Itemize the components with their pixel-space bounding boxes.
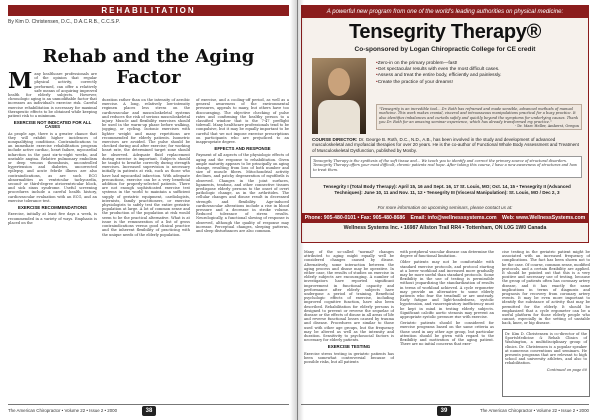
paragraph: any healthcare professionals are of the opinion that regular physical activity, correctly performed, can offer a relatively safe means of acquiring improved health for elderly subjects. However, chronologic aging is an unmodifiable factor that increases an individual's exercise risk. Careful exercise rehabilitation is necessary for maximal therapeutic effects to be obtained while keeping patient risk to a minimum. bbox=[8, 72, 97, 119]
page-number: 38 bbox=[142, 406, 156, 416]
photo-shirt bbox=[318, 100, 360, 134]
ad-info-line: For more information on upcoming seminars, please contact us at: bbox=[377, 205, 513, 210]
byline: By Kim D. Christensen, D.C., D.A.C.R.B., C.C.S.P. bbox=[8, 19, 120, 25]
photo-face bbox=[328, 68, 350, 96]
article-column-4 bbox=[304, 250, 394, 398]
paragraph: Exercise stress testing in geriatric patients has been somewhat controversial because of possible risks, but all patients bbox=[304, 351, 394, 365]
article-column-6 bbox=[502, 250, 590, 326]
paragraph: of exercise, and a cooling-off period, as well as a general awareness of the environmental pressures, appeals to many, but others have too discouraging. The objective checking of pulse rates and confirming the healthy person to a classified window that is the 7-47 preflight tidewall. Many healthcare professionals tend to be compulsive, but it may be equally important to be careful that we not impose exercise prescriptions on participants who are prejudiced to an inappropriate degree. bbox=[196, 98, 289, 145]
ad-title: Tensegrity Therapy® bbox=[348, 21, 542, 43]
article-column-1 bbox=[8, 72, 97, 402]
paragraph: Geriatric patients should be considered for exercise programs based on the same criteria as those used in any other age group, but particular attention should be given with regard to the flexibility and motivation of the aging patient. There are no initial concerns that exer- bbox=[400, 321, 494, 347]
contact-band bbox=[302, 213, 588, 223]
article-column-2 bbox=[102, 98, 190, 402]
advertisement bbox=[301, 5, 589, 243]
author-bio: Dr. Kim D. Christensen is co-director of the SportsMedicine & Rehab Clinics of Washington, a multidisciplinary group of clinics. Dr. Christensen is a popular speaker at numerous conventions and seminars. He presents programs that are relevant to high school and university athletes, and also to rehabilitation. bbox=[505, 332, 587, 366]
phone-fax: Phone: 905-480-0101 • Fax: 905-480-8686 bbox=[304, 215, 406, 221]
course-director-label: COURSE DIRECTOR: bbox=[312, 137, 358, 142]
ad-description: Tensegrity Therapy is the synthesis of the soft tissue and... We teach you to identify and correct the primary source of structural disorders. Tensegrity Therapy offers your most difficult, chronic patients real hope. After taking this course, I have a new awareness of structures and how to treat them. bbox=[310, 156, 582, 178]
article-column-3 bbox=[196, 98, 289, 402]
ad-subtitle: Co-sponsored by Logan Chiropractic College for CE credit bbox=[354, 46, 536, 53]
ad-bullet: • Get spectacular results with even the most difficult cases. bbox=[376, 67, 582, 73]
paragraph: cise testing in the geriatric patient might be associated with an increased frequency of complications. The fact has been shown not to be the case. Of course, common sense, modified protocols, and a certain flexibility are applied. It should be pointed out that this is a very positive and necessary use of testing, because the group of patients often has coronary artery disease, and it has exactly the same implications in terms of diagnosis and prognosis for recovery from coronary artery events. It may be even more important to identify the substance of activity that may be permitted for the elderly. It should be emphasized that a cycle ergometer can be a useful platform for those elderly people who cannot, especially in the setting of unstable back, knee, or hip disease. bbox=[502, 250, 590, 326]
web-link[interactable]: Web: www.WellnessSystems.com bbox=[502, 215, 586, 221]
paragraph: Payment of all aspects of the physiologic effects of aging and the response to rehabilitation. Given ample maturity appears to be principally on aging change, resulting from loss of both number and size of muscle fibers. Mitochondrial activity declines, and patchy degeneration of myofibrils is observed. Changes in the joint surfaces, ligaments, tendons, and other connective tissues predispose elderly persons to the onset of overt pathologic change, as in the arthritides. The cellular changes and disuse result in decreased strength and flexibility. Age-induced cardiovascular alterations include a rise in blood pressure and a decrease in stroke volume. Reduced tolerance of stress results. Neurologically, a functional slowing of response is observed, although the quality of response may increase. Perceptual changes, sleeping patterns, and sleep disturbances are also common. bbox=[196, 153, 289, 234]
paragraph: Older patients may not be comfortable with standard exercise protocols, and protocol starting at a lower workload and increased more gradually may be more useful than standard protocols. Some flexibility in the use of testing is permissible without jeopardizing the standardization of results in terms of workload achieved. A cycle ergometer may provide an alternative to some elderly patients who fear the treadmill or are unsteady. Early fatigue and light-headedness, systolic hypotension, and vasorespiratory inefficiency must be kept in mind in testing elderly subjects. Significant calcific aortic stenosis may prevent an appropriate systolic pressure rise with exercise. bbox=[400, 260, 494, 320]
email-link[interactable]: Email: info@wellnesssystems.com bbox=[410, 215, 497, 221]
article-headline: Rehab and the Aging Factor bbox=[42, 46, 255, 88]
page-number: 39 bbox=[437, 406, 451, 416]
page-gutter bbox=[290, 0, 304, 420]
footer-folio: The American Chiropractor • Volume 22 • Issue 2 • 2000 bbox=[8, 408, 118, 413]
course-director-info bbox=[312, 137, 582, 153]
paragraph: duration rather than on the intensity of aerobic exercise. A long, relatively low-intensity regimen places less stress on the cardiovascular and musculoskeletal systems and reduces the risk of serious musculoskeletal injury. Muscle and flexibility exercises should be used in the warm-up phase before walking, jogging, or cycling. Isotonic exercises with lighter weight and many repetitions are recommended for elderly patients. Isometric exercises are avoided. The pulse should be checked during and after exercise; for working heart rate, the determined target zone should be observed. Adequate fluid replacement during exercise is important. Subjects should be taught to breathe correctly during strength exercises. Increased supervision is necessary initially in patients at risk, such as those who have had myocardial infarction. With adequate precautions, exercise can be a very beneficial addition for properly-selected patients. There are not enough sophisticated exercise test systems in the world to maintain a sufficient supply of geriatric equipment, cardiologists, internists, family practitioners, or exercise physiologists to safely test the entire geriatric population at large. A lot of common sense and the production of the population at risk would seem to be the practical alternative. What is at issue is the remuneration of a list of gross contraindications versus good clinical practice and the inherent flexibility of practicing with the unique needs of the elderly population. bbox=[102, 98, 190, 237]
author-bio-box bbox=[502, 329, 590, 397]
quote-text: "Tensegrity is an incredible tool... Dr. Roth has reframed and made sensible, advanced methods of manual medicine. This work makes cranial, visceral and intraosseous manipulations practical for a busy practice. It also identifies imbalances and curtails safely and quickly beyond the symptoms for underlying causes. Thank you Dr. Roth for an amazing seminar experience, which has already transformed my practice." bbox=[379, 107, 579, 124]
quote-signature: - Dr. Marc Heller, Amherst, Oregon bbox=[514, 124, 579, 129]
subheading: EXERCISE RECOMMENDATIONS bbox=[18, 205, 87, 211]
testimonial-quote bbox=[376, 104, 582, 130]
ad-top-band: A powerful new program from one of the world's leading authorities on physical medicine: bbox=[302, 6, 588, 18]
ad-bullet: • Assess and treat the entire body, efficiently and painlessly. bbox=[376, 73, 582, 79]
company-address: Wellness Systems Inc. • 16987 Allston Trail RR4 • Tottenham, ON L0G 1W0 Canada bbox=[343, 225, 547, 231]
seminar-dates bbox=[312, 184, 582, 196]
course-director-photo bbox=[312, 58, 366, 134]
article-column-5 bbox=[400, 250, 494, 398]
continued-note: Continued on page 60 bbox=[546, 367, 587, 372]
dates-line: Tensegrity I (Total Body Therapy): April 15, 16 and Sept. 16, 17 St. Louis, MO; Oct. 14, 15 • Tensegrity II (Advanced bbox=[323, 184, 571, 189]
paragraph: Many of the so-called "normal" changes attributed to aging might equally well be considered changes caused by disuse. Alternatively, some interaction between the aging process and disuse may be operative. In either case, the results of studies on exercise in elderly subjects are encouraging. A number of investigators have reported significant improvement in functional capacity and performance after elderly subjects have undergone a period of training. Beneficial psychologic effects of exercise, including improved cognitive function, have also been described. Rehabilitation for elderly persons is designed to prevent or reverse the sequelae of disease or the effects of disuse in all areas of life and reverse functional losses caused by trauma and disease. Procedures are similar to those used with other age groups, but the frequency may be altered as well as the intensity and duration. Sensitivity to psychosocial factors is necessary for elderly patients. bbox=[304, 250, 394, 343]
subheading: EXERCISE TESTING bbox=[327, 344, 371, 350]
dates-line: Techniques): June 10, 11 and Nov. 11, 12 • Tensegrity III (Visceral Manipulation): St. Louis, MO / Dec 2, 3 bbox=[334, 189, 560, 195]
paragraph: As people age, there is a greater chance that they will exhibit higher incidences of nonqualifying conditions. Contraindications to an immediate exercise rehabilitation program include active cardiac, heart failure, myocardial infarction in the past six-to-eight weeks, and unstable angina. Relative pulmonary embolism or deep venous thrombosis, uncontrolled hypertension and diabetes, uncorrected epilepsy, and acute febrile illness are also contraindications, as are such ECG abnormalities as ventricular tachycardia, second- or third-degree atrioventricular block, and sick sinus syndrome. Useful screening procedures include a careful health history, cardiovascular evaluation with an ECG, and an exercise tolerance test. bbox=[8, 131, 97, 203]
drop-cap: M bbox=[8, 72, 33, 94]
subheading: EFFECTS AND RESPONSE bbox=[214, 146, 271, 152]
ad-bullet: • Zero-in on the primary problem—fast! bbox=[376, 61, 582, 67]
section-header: REHABILITATION bbox=[8, 5, 289, 16]
paragraph: with peripheral vascular disease can determine the degree of functional limitation. bbox=[400, 250, 494, 259]
right-page bbox=[297, 0, 594, 420]
ad-bullet: • Create the practice of your dreams! bbox=[376, 80, 582, 86]
footer-folio: The American Chiropractor • Volume 22 • Issue 2 • 2000 bbox=[479, 408, 589, 413]
subheading: EXERCISE NOT INDICATED FOR ALL CASES bbox=[13, 120, 92, 130]
paragraph: Exercise, initially at least five days a week, is recommended in a variety of ways. Emphasis is placed on the bbox=[8, 212, 97, 225]
ad-bullet-list bbox=[376, 61, 582, 86]
course-director-text: Dr. George B. Roth, D.C., N.D., A.B., has been involved in the study and development of advanced musculoskeletal and myofascial therapies for over 20 years. He is the co-author of Functional Whole Body Assessment and Treatment of Musculoskeletal Dysfunction, published by Mosby. bbox=[312, 137, 579, 153]
